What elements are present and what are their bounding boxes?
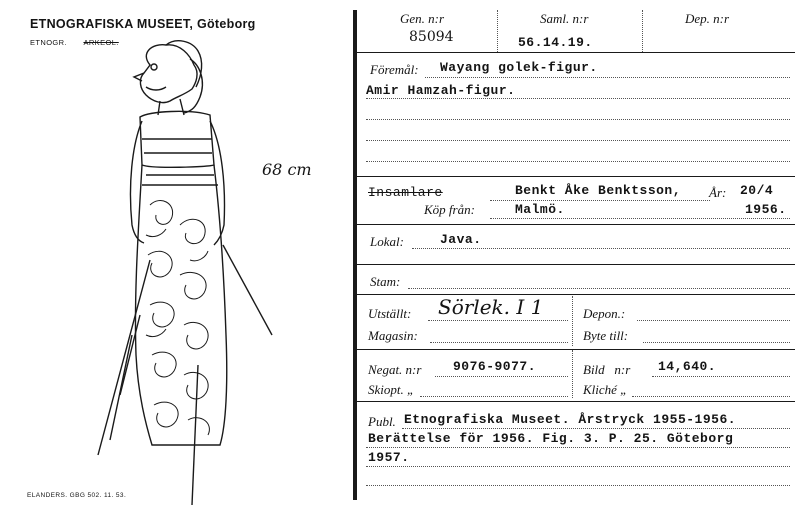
ar-label: År: (709, 185, 727, 200)
insamlare-label-struck: Insamlare (368, 185, 443, 200)
gen-label: Gen. n:r (400, 11, 445, 26)
puppet-rod-left (98, 260, 150, 455)
lokal-label: Lokal: (370, 234, 404, 249)
kliche-label: Kliché „ (583, 382, 628, 397)
saml-value: 56.14.19. (518, 35, 593, 50)
puppet-rod-center (192, 365, 198, 505)
bild-label: Bild n:r (583, 362, 631, 377)
saml-label: Saml. n:r (540, 11, 589, 26)
puppet-drawing (80, 35, 280, 505)
gen-value: 85094 (409, 29, 454, 45)
utstallt-value: Sörlek. I 1 (438, 295, 544, 319)
department-struck: ARKEOL. (83, 38, 119, 47)
foremal-line2: Amir Hamzah-figur. (366, 83, 516, 98)
department: ETNOGR. (30, 38, 67, 47)
insamlare-value: Benkt Åke Benktsson, (515, 183, 682, 198)
publ-label: Publ. (368, 414, 396, 429)
byte-label: Byte till: (583, 328, 629, 343)
kop-value: Malmö. (515, 202, 565, 217)
museum-title (30, 17, 256, 31)
kop-label: Köp från: (424, 202, 475, 217)
year-value: 1956. (745, 202, 787, 217)
stam-label: Stam: (370, 274, 401, 289)
printer-imprint: ELANDERS. GBG 502. 11. 53. (27, 492, 127, 499)
ar-value: 20/4 (740, 183, 774, 198)
height-annotation: 68 cm (262, 160, 312, 179)
skiopt-label: Skiopt. „ (368, 382, 415, 397)
foremal-label: Föremål: (370, 62, 419, 77)
museum-city: Göteborg (196, 17, 256, 31)
puppet-head (134, 41, 202, 113)
depon-label: Depon.: (583, 306, 626, 321)
publ-line2: Berättelse för 1956. Fig. 3. P. 25. Göteborg (368, 431, 734, 446)
museum-name: ETNOGRAFISKA MUSEET, (30, 17, 194, 31)
batik-pattern (146, 201, 209, 435)
lokal-value: Java. (440, 232, 482, 247)
negat-label: Negat. n:r (368, 362, 422, 377)
magasin-label: Magasin: (368, 328, 418, 343)
puppet-rod-right (223, 245, 272, 335)
foremal-value: Wayang golek-figur. (440, 60, 598, 75)
negat-value: 9076-9077. (453, 359, 537, 374)
utstallt-label: Utställt: (368, 306, 412, 321)
publ-line3: 1957. (368, 450, 410, 465)
bild-value: 14,640. (658, 359, 717, 374)
card-left-border (353, 10, 357, 500)
dep-label: Dep. n:r (685, 11, 730, 26)
publ-line1: Etnografiska Museet. Årstryck 1955-1956. (404, 412, 737, 427)
